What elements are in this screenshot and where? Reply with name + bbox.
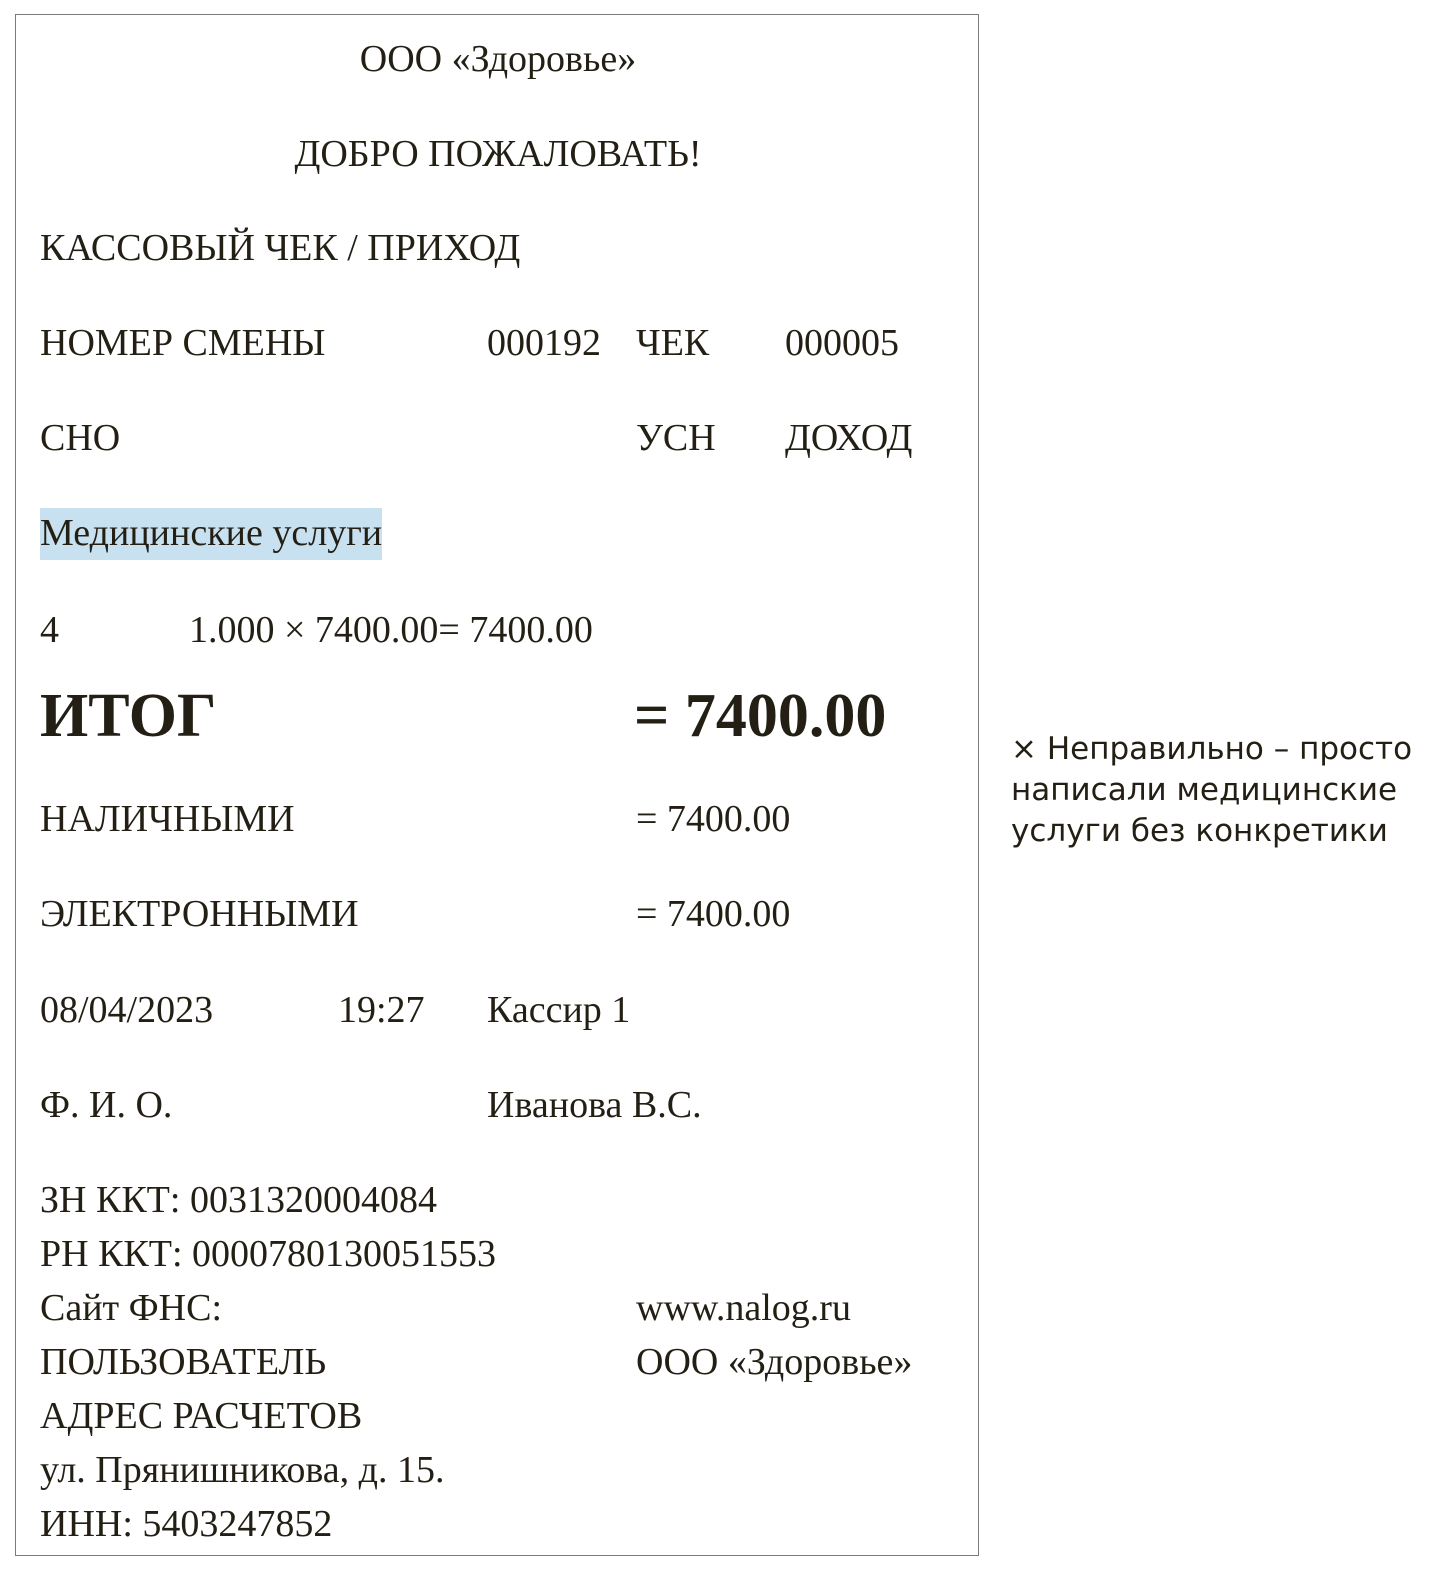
electronic-value: = 7400.00 [636,893,791,935]
user-label: ПОЛЬЗОВАТЕЛЬ [40,1341,327,1383]
company-name: ООО «Здоровье» [359,38,637,80]
cashier: Кассир 1 [487,989,631,1031]
rn-kkt: РН ККТ: 0000780130051553 [40,1233,497,1275]
annotation-note: × Неправильно – просто написали медицинские услуги без конкретики [1011,731,1413,849]
cash-label: НАЛИЧНЫМИ [40,798,295,840]
fns-site-label: Сайт ФНС: [40,1287,223,1329]
shift-label: НОМЕР СМЕНЫ [40,322,326,364]
address-label: АДРЕС РАСЧЕТОВ [40,1395,363,1437]
cash-value: = 7400.00 [636,798,791,840]
item-name-highlight: Медицинские услуги [40,508,382,560]
tax-system-label: СНО [40,417,121,459]
shift-number: 000192 [487,322,601,364]
date: 08/04/2023 [40,989,214,1031]
fns-site-value: www.nalog.ru [636,1287,851,1329]
check-number: 000005 [785,322,899,364]
receipt [15,14,979,1556]
greeting: ДОБРО ПОЖАЛОВАТЬ! [294,133,702,175]
inn: ИНН: 5403247852 [40,1503,333,1545]
tax-system-type: ДОХОД [785,417,913,459]
fio-label: Ф. И. О. [40,1084,173,1126]
tax-system: УСН [636,417,716,459]
total-label: ИТОГ [40,682,217,750]
item-index: 4 [40,609,59,651]
document-type: КАССОВЫЙ ЧЕК / ПРИХОД [40,227,521,269]
total-value: = 7400.00 [634,682,887,750]
time: 19:27 [338,989,425,1031]
item-name [40,514,382,552]
zn-kkt: ЗН ККТ: 0031320004084 [40,1179,437,1221]
electronic-label: ЭЛЕКТРОННЫМИ [40,893,359,935]
item-calculation: 1.000 × 7400.00= 7400.00 [189,609,593,651]
address-value: ул. Прянишникова, д. 15. [40,1449,445,1491]
fio-value: Иванова В.С. [487,1084,702,1126]
user-value: ООО «Здоровье» [636,1341,913,1383]
check-label: ЧЕК [636,322,710,364]
